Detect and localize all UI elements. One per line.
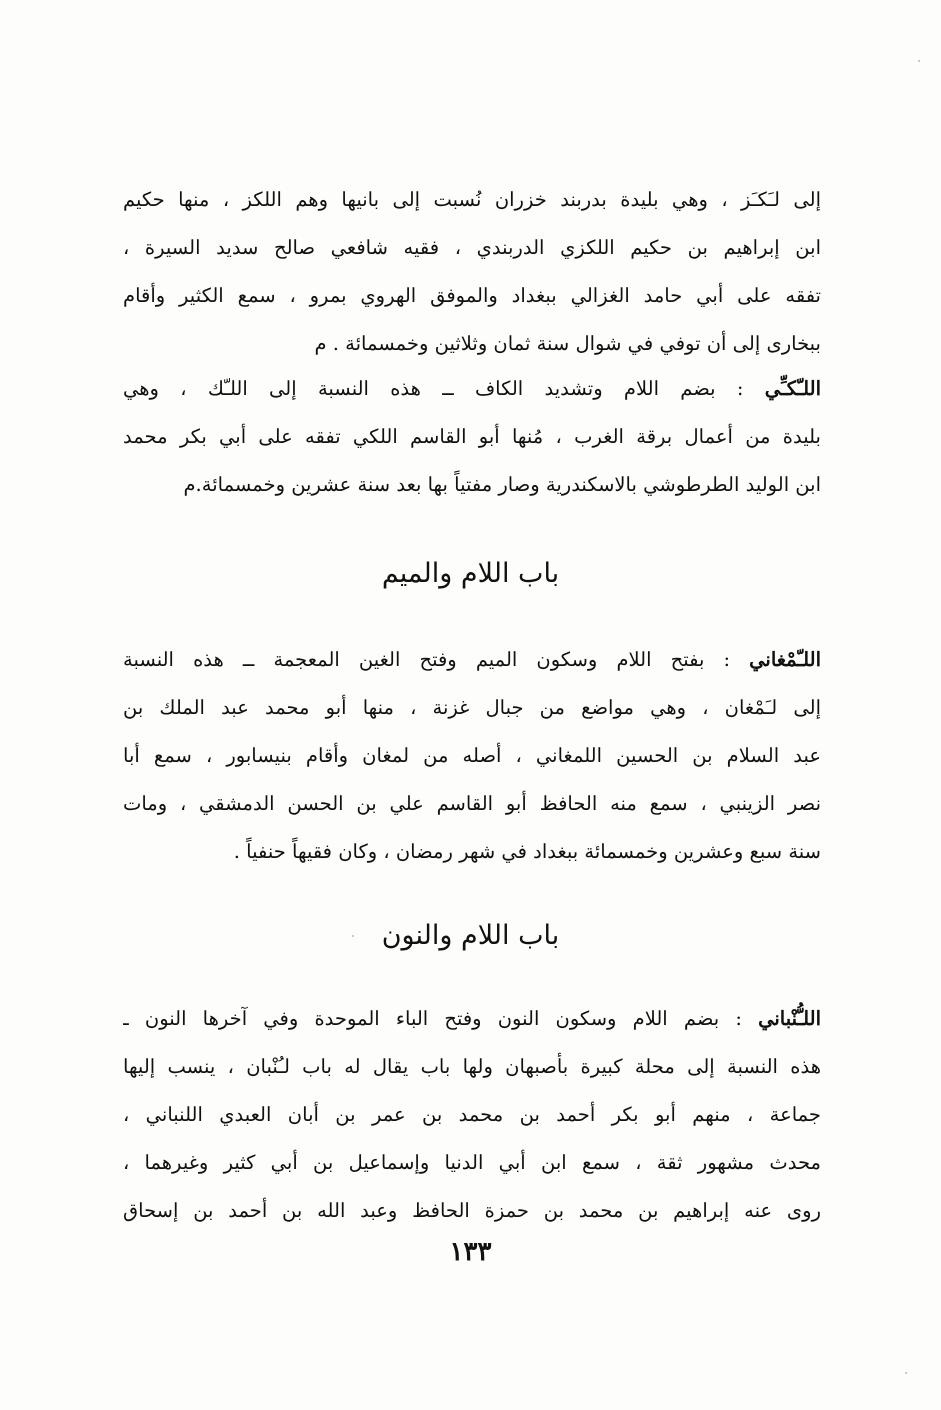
section-heading-lam-mim: باب اللام والميم	[381, 558, 560, 589]
text-line	[123, 365, 821, 413]
scan-speck	[352, 935, 354, 937]
scan-speck	[905, 1372, 907, 1374]
paragraph-lakzi	[123, 176, 821, 368]
entry-text: : بضم اللام وسكون النون وفتح الباء الموحدة وفي آخرها النون ـ	[123, 1007, 759, 1030]
text-line: تفقه على أبي حامد الغزالي ببغداد والموفق الهروي بمرو ، سمع الكثير وأقام	[123, 284, 821, 307]
text-line: محدث مشهور ثقة ، سمع ابن أبي الدنيا وإسماعيل بن أبي كثير وغيرهما ،	[123, 1151, 821, 1174]
text-line: ببخارى إلى أن توفي في شوال سنة ثمان وثلاثين وخمسمائة . م	[314, 332, 821, 355]
text-line: نصر الزينبي ، سمع منه الحافظ أبو القاسم علي بن الحسن الدمشقي ، ومات	[123, 792, 821, 815]
entry-text: : بفتح اللام وسكون الميم وفتح الغين المعجمة ــ هذه النسبة	[123, 648, 750, 671]
text-line	[123, 636, 821, 684]
text-line: سنة سبع وعشرين وخمسمائة ببغداد في شهر رمضان ، وكان فقيهاً حنفياً .	[233, 840, 821, 863]
section-heading-lam-nun: باب اللام والنون	[381, 920, 560, 951]
text-line: جماعة ، منهم أبو بكر أحمد بن محمد بن عمر بن أبان العبدي اللنباني ،	[123, 1103, 821, 1126]
text-line: هذه النسبة إلى محلة كبيرة بأصبهان ولها باب يقال له باب لـُنْبان ، ينسب إليها	[123, 1055, 821, 1078]
text-line	[123, 995, 821, 1043]
text-line: إلى لـَكـَز ، وهي بليدة بدربند خزران نُسبت إلى بانيها وهم اللكز ، منها حكيم	[123, 188, 821, 211]
entry-text: : بضم اللام وتشديد الكاف ــ هذه النسبة إلى اللـّك ، وهي	[123, 377, 765, 400]
text-line: روى عنه إبراهيم بن محمد بن حمزة الحافظ وعبد الله بن أحمد بن إسحاق	[123, 1199, 821, 1222]
entry-headword: اللـّمْغاني	[749, 648, 821, 671]
page-number: ١٣٣	[449, 1237, 492, 1267]
text-line: ابن إبراهيم بن حكيم اللكزي الدربندي ، فقيه شافعي صالح سديد السيرة ،	[123, 236, 821, 259]
paragraph-lunbani	[123, 995, 821, 1235]
scan-speck	[918, 60, 920, 62]
text-line: بليدة من أعمال برقة الغرب ، مُنها أبو القاسم اللكي تفقه على أبي بكر محمد	[123, 425, 821, 448]
paragraph-lakki	[123, 365, 821, 509]
paragraph-lamghani	[123, 636, 821, 876]
entry-headword: اللـّكـِّي	[764, 377, 821, 400]
text-line: ابن الوليد الطرطوشي بالاسكندرية وصار مفتياً بها بعد سنة عشرين وخمسمائة.م	[183, 473, 821, 496]
entry-headword: اللـُّنْباني	[758, 1007, 821, 1030]
text-line: إلى لـَمْغان ، وهي مواضع من جبال غزنة ، منها أبو محمد عبد الملك بن	[123, 696, 821, 719]
text-line: عبد السلام بن الحسين اللمغاني ، أصله من لمغان وأقام بنيسابور ، سمع أبا	[123, 744, 821, 767]
